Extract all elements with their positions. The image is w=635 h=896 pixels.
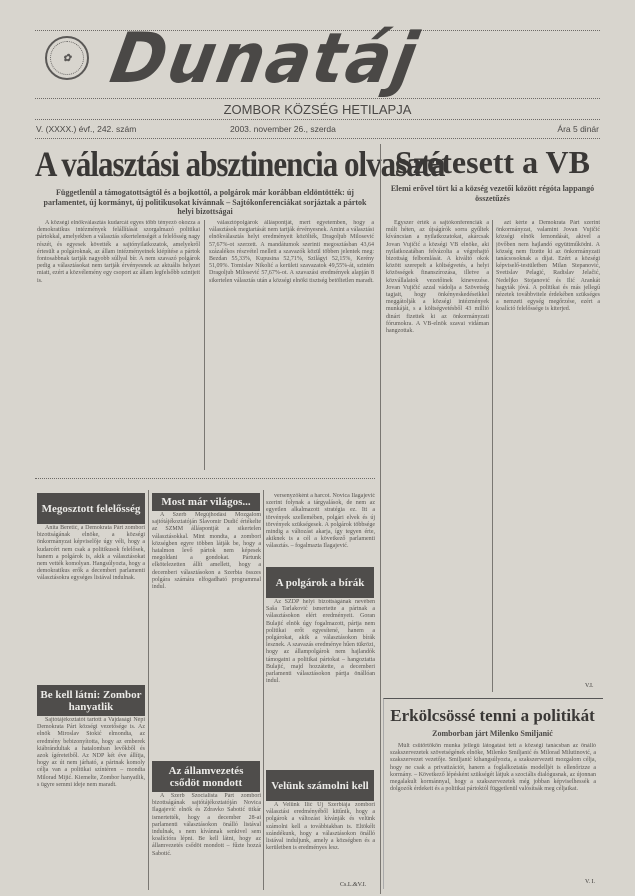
rule — [35, 478, 375, 479]
right-headline: Szétesett a VB — [395, 144, 590, 180]
masthead-logo: Dunatáj — [104, 18, 426, 99]
lead-text: A községi elnökválasztás kudarcát egyes több tényező okozza a demokratikus intézmények felállítását szorgalmazó politikai pártokkal, amelyekben a választás sikertelenségét a felelősség nagy részét, és egyesek követték a sajtónyilatkozatok, amelyekről értesült a polgároknak, az állam intézményeinek kiépítése a pártok fontosabbnak tartják nagyobb súllyal bír. A nem szavazó polgárok pedig a választásokat nem tartják érvényesnek az aktuális helyzet miatt, ezért a közvélemény egy csoport az állam legfelsőbb szintjeit is. — [37, 220, 200, 284]
lead-headline: A választási absztinencia olvasata — [35, 144, 445, 185]
rule — [35, 138, 600, 139]
issue-number: V. (XXXX.) évf., 242. szám — [36, 124, 137, 134]
divider — [148, 490, 149, 890]
masthead-subtitle: ZOMBOR KÖZSÉG HETILAPJA — [223, 102, 412, 117]
lead-column-1 — [37, 220, 200, 470]
divider — [263, 490, 264, 890]
column-text — [152, 512, 261, 757]
signature: V.I. — [585, 683, 594, 689]
divider — [204, 220, 205, 470]
ethics-paragraph: Múlt csütörtökön munka jellegű látogatást tett a községi tanácsban az önálló szakszervezetek szövetségének elnöke, Milenko Smiljanić és Milorad Milutinović, a szakszervezet vezetője. Smiljanić kihangsúlyozta, a szakszervezeti mozgalom célja, hogy ne csak a privatizációt, hanem a foglalkoztatás modelljét is ellenőrizze a kormány. – Következő lépésként szükségét látjuk a szociális dialógusnak, az újonnan megalakult kormánnyal, hogy a szakszervezetek még jobban képviselhessék a dolgozók érdekeit és a politikai pártoktól függetlenül valósítsák meg céljaikat. — [390, 743, 596, 793]
column-headline: A polgárok a bírák — [266, 567, 374, 598]
column-headline: Most már világos... — [152, 493, 260, 511]
ethics-deck: Zomborban járt Milenko Smiljanić — [432, 729, 553, 738]
divider — [380, 144, 381, 894]
price: Ára 5 dinár — [557, 124, 599, 134]
column-text — [266, 599, 375, 764]
lead-column-2 — [209, 220, 374, 470]
column-text — [266, 493, 375, 561]
lead-text: választópolgárok álláspontját, mert egyetemben, hogy a választások megtartását nem tartják érvényesnek. Amint a választási elnökválasztás helyi eredményeit közölték, Dragoljub Milosević 57,67%-ot szerzett. A mandátumok szerinti megosztásban 43,64 százalékos részvétel mellett a szavazók közül többen jelentek meg: Bezdan 55,33%, Kupusina 52,71%, Szilágyi 52,15%, Kerény 51,09%. Tomislav Nikolić a kerületi szavazatok 49,55%-át, szintén Dragoljub Milosević 57,67%-ot. A szavazási eredmények alapján 8 sikertelen választás után a községi elnöki tisztség betöltetlen maradt. — [209, 220, 374, 284]
lead-deck: Függetlenül a támogatottságtól és a bojkottól, a polgárok már korábban eldöntötték: új parlamentet, új kormányt, új politikusokat kívánnak – Sajtókonferenciákat sorjáztak a pártok helyi bizottságai — [43, 188, 367, 216]
right-text: Egyszer érték a sajtókonferenciák a múlt héten, az újságírók sorra gyűltek kíváncsian a nyilatkozatokat, akárcsak Jovan Vujičić a községi VB elnöke, aki nyilatkozatában felvázolta a végrehajtó bizottság felbomlását. A kiváltó okok között szerepelt a költségvetés, a helyi közösségek finanszírozása, illetve a közvállalatok vezetőinek kinevezése. Jovan Vujičić azzal vádolja a Szövetség tagjait, hogy önkényeskedéseikkel meggátolják a községi intézmények munkáját, s a költségvetésből 43 millió dinárt fizettek ki az önkormányzati fórumokra. A VB-elnök szavai vidáman hangzottak. — [386, 220, 489, 335]
column-paragraph: A Szerb Megújhodási Mozgalom sajtótájékoztatóján Slavomir Dudić értékelte az SZMM álláspontját a sikertelen választásokkal. Mint mondta, a zombori községben egyre többen látják be, hogy a hatalmon levő pártok nem képesek megoldani a gondokat. Pártunk elkötelezetten állít amellett, hogy a decemberi választásokon a Szerbia összes polgára számára elfogadható programmal indul. — [152, 512, 261, 591]
right-column-1 — [386, 220, 489, 692]
signature: Cs.L.&V.I. — [340, 882, 367, 888]
town-seal-icon: ✿ — [45, 36, 89, 80]
column-text — [152, 793, 261, 890]
column-paragraph: versenyzőként a harcot. Novica Ilagajević szerint folynak a tárgyalások, de nem az egyetlen alkalmazott stratégia ez. Itt a törvények szellemében, polgári elvek és új törvények szükségesek. A polgárok többsége mindig a változást akarja, így tegyen érte, akiknek is a cél a következő parlamenti választás. – fogalmazta Ilagajević. — [266, 493, 375, 550]
issue-date: 2003. november 26., szerda — [230, 124, 336, 134]
right-text: azt kérte a Demokrata Párt szerint önkormányzat, valamint Jovan Vujičić községi elnök lemondását, akivel a jövőben nem hajlandó együttműködni. A község nem fizette ki az önkormányzati tanácsosoknak a díjat. Ezért a községi képviselő-testületben Milan Stepanović, Svetislav Pelagić, Radislav Jelačić, Nedeljko Stojanović és Ilić Arankát hagyták jóvá. A politikai és más jellegű nézetek továbbvitele érdekében szükséges a nemzeti egység megőrzése, ezért a koalíció felelőssége is kiterjed. — [496, 220, 600, 313]
column-paragraph: A Szerb Szocialista Párt zombori bizottságának sajtótájékoztatóján Novica Ilagajević elnök és Zdravko Sabotić titkár ismertették, hogy a december 28-ai parlamenti választásokon önálló listával indulnak, s nem kívánnak senkivel sem koalícióra lépni. Be kell látni, hogy az államvezetés csődöt mondott – fűzte hozzá Sabotić. — [152, 793, 261, 857]
right-deck: Elemi erővel tört ki a község vezetői között régóta lappangó összetűzés — [390, 184, 595, 203]
column-paragraph: A Velünk Ilić Új Szerbiája zombori választási eredményéből kitűnik, hogy a polgárok a változást kívánják és velünk számolni kell a továbbiakban is. Eltökélt szándékunk, hogy a választásokon önálló listával induljunk, amely a községben és a kerületben is eredményes lesz. — [266, 802, 375, 852]
column-paragraph: Sajtótájékoztatót tartott a Vajdasági Népi Demokrata Párt községi vezetősége is. Az elnök Miroslav Stokić elmondta, az eredmény bebizonyította, hogy az emberek kiábrándultak a hatalomban levőkből és azok ígéreteiből. Az NDP két éve állítja, hogy az út nem járható, a pártnak komoly célja van a politikai színtéren – mondta Milorad Mijić. Kiemelte, Zombor hanyatlik, s ügyre semmi ideje nem maradt. — [37, 717, 145, 788]
column-text — [37, 525, 145, 683]
column-headline: Megosztott felelősség — [37, 493, 145, 524]
column-headline: Az államvezetés csődöt mondott — [152, 761, 260, 792]
column-headline: Velünk számolni kell — [266, 770, 374, 801]
rule — [35, 119, 600, 120]
column-headline: Be kell látni: Zombor hanyatlik — [37, 685, 145, 716]
right-column-2 — [496, 220, 600, 682]
column-paragraph: Az SZDP helyi bizottságának nevében Saša Tarlaković ismertette a pártnak a választásokon elért eredményeit. Goran Bulajić elnök úgy fogalmazott, pártja nem politikai erőt egyesítené, hanem a polgárokat, akik a választásokon bírák lesznek. A szavazás eredménye hűen tükrözi, hogy az állampolgárok nem hajlandók támogatni a politikai pártokat – hangoztatta Bulajić, majd hozzátette, a decemberi parlamenti választásokon pártja önállóan indul. — [266, 599, 375, 685]
divider — [492, 220, 493, 692]
ethics-headline: Erkölcsössé tenni a politikát — [390, 706, 595, 725]
ethics-text — [390, 743, 596, 881]
column-paragraph: Anita Beretić, a Demokrata Párt zombori bizottságának elnöke, a községi önkormányzat képviselője úgy véli, hogy a kudarcért nem csak a politikusok felelősek, hanem a polgárok is, akik a választásokat nem vették komolyan. Hangsúlyozta, hogy a demokratikus erők a decemberi parlamenti választásokra egységes listával indulnak. — [37, 525, 145, 582]
column-text — [266, 802, 375, 880]
column-text — [37, 717, 145, 890]
signature: V. I. — [585, 879, 596, 885]
rule — [35, 98, 600, 99]
